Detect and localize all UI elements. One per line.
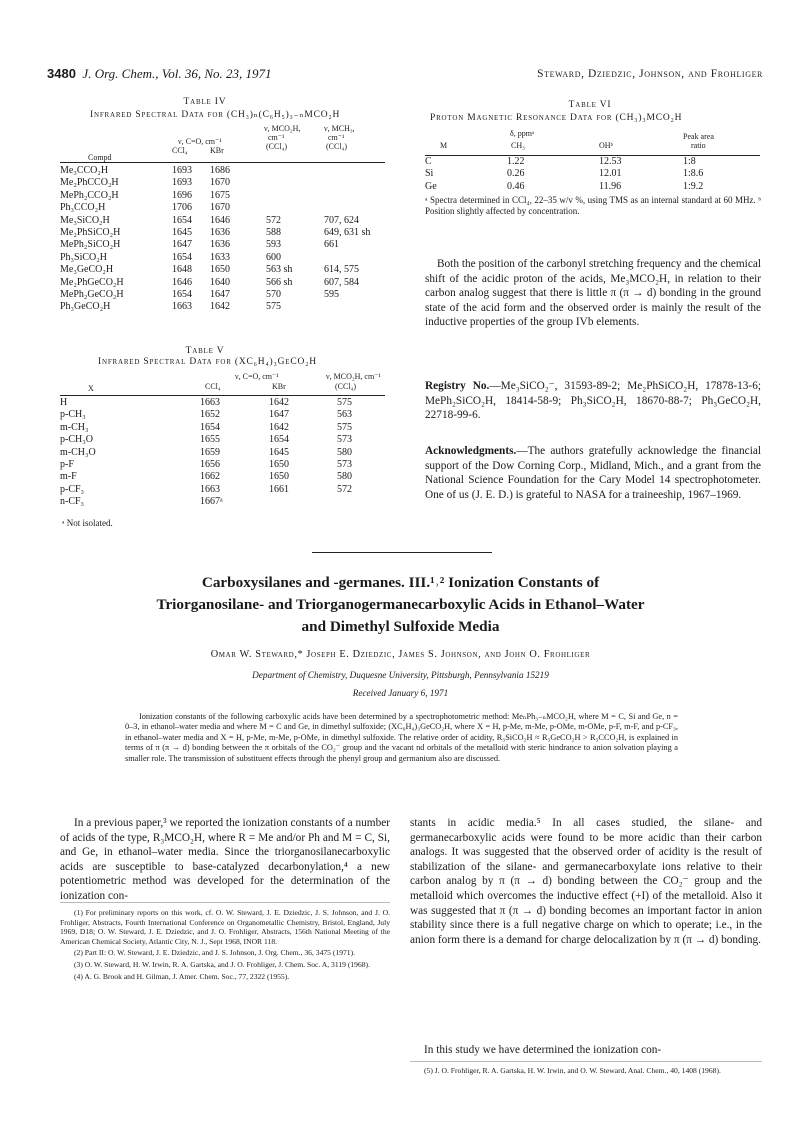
table5-rule xyxy=(60,395,385,396)
ack-label: Acknowledgments. xyxy=(425,445,517,457)
registry-label: Registry No. xyxy=(425,380,490,392)
ccl4-cell: 1652 xyxy=(200,409,220,421)
substituent-cell: p-F xyxy=(60,459,74,471)
registry-text: —Me₃SiCO₂⁻, 31593-89-2; Me₂PhSiCO₂H, 17878-13-6; MePh₂SiCO₂H, 18414-58-9; Ph₃SiCO₂H, 18670-88-7; Ph₃GeCO₂H, 22718-99-6. xyxy=(425,380,761,422)
footnote-4: (4) A. G. Brook and H. Gilman, J. Amer. Chem. Soc., 77, 2322 (1955). xyxy=(74,971,290,981)
mch3-cell: 607, 584 xyxy=(324,276,359,288)
ccl4-cell: 1654 xyxy=(172,251,192,263)
mch3-cell xyxy=(324,301,390,313)
ccl4-cell: 1656 xyxy=(200,459,220,471)
ccl4-cell: 1655 xyxy=(200,434,220,446)
mco2h-cell: 575 xyxy=(337,421,352,433)
running-header-authors: Steward, Dziedzic, Johnson, and Frohliger xyxy=(537,68,763,80)
table6-body xyxy=(425,156,743,193)
ccl4-cell: 1654 xyxy=(200,421,220,433)
ccl4-cell: 1654 xyxy=(172,289,192,301)
footnote-divider-left xyxy=(60,902,390,903)
ccl4-cell: 1663 xyxy=(200,397,220,408)
table-row xyxy=(425,181,743,193)
table-row xyxy=(60,422,387,434)
table-row xyxy=(60,252,390,264)
body-right-last-line: In this study we have determined the ionization con- xyxy=(424,1044,662,1056)
kbr-cell: 1670 xyxy=(210,177,230,189)
page-number: 3480 xyxy=(47,66,76,81)
article-title-line2: Triorganosilane- and Triorganogermanecarboxylic Acids in Ethanol–Water xyxy=(156,596,645,613)
running-header-left xyxy=(47,66,272,82)
kbr-cell: 1650 xyxy=(210,264,230,276)
mch3-cell: 661 xyxy=(324,239,339,251)
mco2h-cell xyxy=(266,202,324,214)
mch3-cell xyxy=(324,177,390,189)
kbr-cell: 1640 xyxy=(210,276,230,288)
table4-caption: Infrared Spectral Data for (CH₃)ₙ(C₆H₅)₃₋ₙMCO₂H xyxy=(90,110,341,120)
table-row xyxy=(60,484,387,496)
compound-cell: Me₃CCO₂H xyxy=(60,165,109,176)
mch3-cell: 649, 631 sh xyxy=(324,227,371,239)
kbr-cell: 1646 xyxy=(210,214,230,226)
compound-cell: Me₃GeCO₂H xyxy=(60,264,114,276)
metal-cell: C xyxy=(425,156,432,167)
mco2h-cell: 573 xyxy=(337,434,352,446)
footnote-divider-right xyxy=(410,1061,762,1062)
table6-caption: Proton Magnetic Resonance Data for (CH₃)₃MCO₂H xyxy=(430,113,683,123)
peak-ratio-cell: 1:8.6 xyxy=(683,168,704,180)
table4-body xyxy=(60,165,390,314)
table6-label: Table VI xyxy=(568,100,612,110)
mco2h-cell xyxy=(266,177,324,189)
table-row xyxy=(60,165,390,177)
ccl4-cell: 1648 xyxy=(172,264,192,276)
article-department: Department of Chemistry, Duquesne University, Pittsburgh, Pennsylvania 15219 xyxy=(252,670,549,680)
mch3-cell: 595 xyxy=(324,289,339,301)
substituent-cell: p-CF₃ xyxy=(60,483,85,495)
table6-footnote: ᵃ Spectra determined in CCl₄, 22–35 w/v %, using TMS as an internal standard at 60 MHz. ᵇ Position slightly affected by concentration. xyxy=(425,195,761,216)
ccl4-cell: 1654 xyxy=(172,214,192,226)
compound-cell: Ph₃GeCO₂H xyxy=(60,301,111,313)
kbr-cell: 1645 xyxy=(269,446,289,458)
kbr-cell: 1675 xyxy=(210,189,230,201)
kbr-cell: 1650 xyxy=(269,459,289,471)
footnote-2: (2) Part II: O. W. Steward, J. E. Dziedzic, and J. S. Johnson, J. Org. Chem., 36, 3475 (1971). xyxy=(74,948,356,958)
table-row xyxy=(60,397,387,409)
mco2h-cell: 563 xyxy=(337,409,352,421)
ccl4-cell: 1646 xyxy=(172,276,192,288)
kbr-cell: 1642 xyxy=(210,301,230,313)
acknowledgments-paragraph xyxy=(425,444,761,502)
metal-cell: Ge xyxy=(425,180,437,192)
kbr-cell: 1633 xyxy=(210,251,230,263)
table-row xyxy=(60,447,387,459)
mch3-cell xyxy=(324,202,390,214)
peak-ratio-cell: 1:9.2 xyxy=(683,180,704,192)
table-row xyxy=(60,409,387,421)
table-row xyxy=(60,264,390,276)
kbr-cell xyxy=(269,496,337,508)
kbr-cell: 1647 xyxy=(269,409,289,421)
table6-header: δ, ppmᵃ Peak area M CH₃ OHᵇ ratio xyxy=(440,129,714,150)
ccl4-cell: 1693 xyxy=(172,165,192,176)
mco2h-cell xyxy=(266,165,324,177)
table-row xyxy=(60,289,390,301)
footnote-3: (3) O. W. Steward, H. W. Irwin, R. A. Gartska, and J. O. Frohliger, J. Chem. Soc. A, 3119 (1968). xyxy=(74,959,370,969)
mco2h-cell: 593 xyxy=(266,239,281,251)
ccl4-cell: 1663 xyxy=(172,301,192,313)
article-received: Received January 6, 1971 xyxy=(352,688,449,698)
body-right-paragraph: stants in acidic media.⁵ In all cases studied, the silane- and germanecarboxylic acids were found to be more acidic than their carbon analogs. It was suggested that the observed order of acidity is the result of stabilization of the silane- and germanecarboxylate ions relative to their carbon analog by π (π → d) bonding between the CO₂⁻ group and the metalloid which overcomes the inductive effect (+I) of the metalloid. Also it was suggested that π (π → d) bonding becomes an important factor in anion stability since there is a full negative charge on which to operate; i.e., in the anion form there is a demand for charge delocalization by π (π → d) bonding. xyxy=(410,817,762,946)
oh-shift-cell: 12.53 xyxy=(599,156,622,167)
mch3-cell xyxy=(324,190,390,202)
ccl4-cell: 1645 xyxy=(172,227,192,239)
registry-paragraph xyxy=(425,379,761,423)
conclusion-paragraph: Both the position of the carbonyl stretching frequency and the chemical shift of the acidic proton of the acids, Me₃MCO₂H, in relation to their carbon analog suggest that there is little π (π → d) bonding in the ground state of the acid form and the observed order is mainly the result of the inductive properties of the group IVb elements. xyxy=(425,258,761,329)
compound-cell: Ph₃SiCO₂H xyxy=(60,251,107,263)
oh-shift-cell: 12.01 xyxy=(599,168,622,180)
ccl4-cell: 1696 xyxy=(172,189,192,201)
substituent-cell: m-F xyxy=(60,471,77,483)
kbr-cell: 1642 xyxy=(269,421,289,433)
mco2h-cell: 575 xyxy=(266,301,281,313)
substituent-cell: m-CH₃ xyxy=(60,421,89,433)
table5-label: Table V xyxy=(185,346,225,356)
oh-shift-cell: 11.96 xyxy=(599,180,622,192)
footnotes-left xyxy=(60,908,390,981)
table-row xyxy=(60,471,387,483)
footnote-5: (5) J. O. Frohliger, R. A. Gartska, H. W. Irwin, and O. W. Steward, Anal. Chem., 40, 1408 (1968). xyxy=(424,1066,721,1075)
table-row xyxy=(60,215,390,227)
mco2h-cell: 570 xyxy=(266,289,281,301)
table-row xyxy=(60,301,390,313)
ccl4-cell: 1662 xyxy=(200,471,220,483)
table-row xyxy=(60,496,387,508)
table5-body xyxy=(60,397,387,509)
mch3-cell: 707, 624 xyxy=(324,214,359,226)
peak-ratio-cell: 1:8 xyxy=(683,156,696,167)
table5-caption: Infrared Spectral Data for (XC₆H₄)₃GeCO₂H xyxy=(98,357,317,367)
mco2h-cell: 588 xyxy=(266,227,281,239)
footnote-1: (1) For preliminary reports on this work, cf. O. W. Steward, J. E. Dziedzic, J. S. Johnson, and J. O. Frohliger, Abstracts, Fourth International Conference on Organometallic Chemistry, Bristol, England, July 1969, D18; O. W. Steward, J. E. Dziedzic, and J. O. Frohliger, Abstracts, 156th National Meeting of the American Chemical Society, Atlantic City, N. J., Sept 1968, INOR 118. xyxy=(60,908,390,946)
table-row xyxy=(60,227,390,239)
mco2h-cell: 580 xyxy=(337,471,352,483)
metal-cell: Si xyxy=(425,168,434,180)
mco2h-cell xyxy=(337,496,387,508)
substituent-cell: m-CH₃O xyxy=(60,446,96,458)
journal-citation: J. Org. Chem., Vol. 36, No. 23, 1971 xyxy=(82,66,272,81)
substituent-cell: H xyxy=(60,397,68,408)
mch3-cell xyxy=(324,252,390,264)
mch3-cell xyxy=(324,165,390,177)
table-row xyxy=(60,190,390,202)
ccl4-cell: 1647 xyxy=(172,239,192,251)
ch3-shift-cell: 0.46 xyxy=(507,180,525,192)
kbr-cell: 1647 xyxy=(210,289,230,301)
table-row xyxy=(425,168,743,180)
substituent-cell: p-CH₃O xyxy=(60,434,93,446)
mco2h-cell: 572 xyxy=(266,214,281,226)
ack-text: —The authors gratefully acknowledge the financial support of the Dow Corning Corp., Midland, Mich., and a grant from the National Science Foundation for the Cary Model 14 spectrophotometer. One of us (J. E. D.) is grateful to NASA for a traineeship, 1967–1969. xyxy=(425,445,761,501)
compound-cell: MePh₂SiCO₂H xyxy=(60,239,121,251)
article-title-line3: and Dimethyl Sulfoxide Media xyxy=(301,618,500,635)
mco2h-cell: 563 sh xyxy=(266,264,293,276)
kbr-cell: 1661 xyxy=(269,483,289,495)
compound-cell: MePh₂CCO₂H xyxy=(60,189,119,201)
table-row xyxy=(425,156,743,168)
table-row xyxy=(60,202,390,214)
table-row xyxy=(60,239,390,251)
body-left-paragraph: In a previous paper,³ we reported the ionization constants of a number of acids of the type, R₃MCO₂H, where R = Me and/or Ph and M = C, Si, and Ge, in ethanol–water media. Since the triorganosilanecarboxylic acids are susceptible to base-catalyzed decarbonylation,⁴ a new potentiometric method was developed for the determination of the ionization con- xyxy=(60,817,391,902)
table4-header: ν, MCO₂H, cm⁻¹ (CCl₄) ν, MCH₃, cm⁻¹ (CCl₄) ν, C=O, cm⁻¹ CCl₄ KBr Compd xyxy=(88,124,355,162)
table5-footnote: ᵃ Not isolated. xyxy=(62,518,113,528)
mco2h-cell: 566 sh xyxy=(266,276,293,288)
compound-cell: Me₃SiCO₂H xyxy=(60,214,110,226)
mco2h-cell xyxy=(266,190,324,202)
ccl4-cell: 1667ᵃ xyxy=(200,496,223,508)
ccl4-cell: 1693 xyxy=(172,177,192,189)
kbr-cell: 1636 xyxy=(210,227,230,239)
article-title-line1: Carboxysilanes and -germanes. III.¹˒² Ionization Constants of xyxy=(201,574,600,591)
kbr-cell: 1650 xyxy=(269,471,289,483)
mco2h-cell: 575 xyxy=(337,397,352,408)
ccl4-cell: 1706 xyxy=(172,202,192,214)
mco2h-cell: 572 xyxy=(337,483,352,495)
table4-rule xyxy=(60,162,385,163)
compound-cell: Me₂PhSiCO₂H xyxy=(60,227,121,239)
ch3-shift-cell: 0.26 xyxy=(507,168,525,180)
article-abstract: Ionization constants of the following carboxylic acids have been determined by a spectrophotometric method: MeₙPh₃₋ₙMCO₂H, where M = C, Si and Ge, n = 0–3, in ethanol–water media and where M = C and Ge, in dimethyl sulfoxide; (XC₆H₄)₃GeCO₂H, where X = H, p-Me, m-Me, p-OMe, m-OMe, p-F, m-F, and p-CF₃, in ethanol–water media and X = H, p-Me, m-Me, p-OMe, in dimethyl sulfoxide. The relative order of acidity, R₃SiCO₂H ≈ R₃GeCO₂H > R₃CCO₂H, is explained in terms of π (π → d) bonding between the π orbitals of the CO₂⁻ group and the vacant nd orbitals of the metalloid with steric hindrance to anion solvation playing a smaller role. The transmission of substituent effects through the phenyl group and germanium also are discussed. xyxy=(125,712,678,763)
kbr-cell: 1642 xyxy=(269,397,289,408)
table-row xyxy=(60,459,387,471)
compound-cell: MePh₂GeCO₂H xyxy=(60,289,124,301)
mch3-cell: 614, 575 xyxy=(324,264,359,276)
compound-cell: Me₂PhGeCO₂H xyxy=(60,276,124,288)
kbr-cell: 1670 xyxy=(210,202,230,214)
compound-cell: Me₂PhCCO₂H xyxy=(60,177,119,189)
substituent-cell: p-CH₃ xyxy=(60,409,86,421)
article-separator xyxy=(312,552,492,553)
table-row xyxy=(60,177,390,189)
kbr-cell: 1686 xyxy=(210,165,230,176)
mco2h-cell: 580 xyxy=(337,446,352,458)
ccl4-cell: 1663 xyxy=(200,483,220,495)
mco2h-cell: 600 xyxy=(266,251,281,263)
table4-label: Table IV xyxy=(183,97,227,107)
substituent-cell: n-CF₃ xyxy=(60,496,85,508)
table-row xyxy=(60,277,390,289)
article-authors: Omar W. Steward,* Joseph E. Dziedzic, James S. Johnson, and John O. Frohliger xyxy=(210,649,591,660)
ch3-shift-cell: 1.22 xyxy=(507,156,525,167)
kbr-cell: 1654 xyxy=(269,434,289,446)
table-row xyxy=(60,434,387,446)
ccl4-cell: 1659 xyxy=(200,446,220,458)
table5-header: ν, C=O, cm⁻¹ ν, MCO₂H, cm⁻¹ CCl₄ KBr (CCl₄) X xyxy=(88,372,381,393)
kbr-cell: 1636 xyxy=(210,239,230,251)
mco2h-cell: 573 xyxy=(337,459,352,471)
compound-cell: Ph₃CCO₂H xyxy=(60,202,106,214)
